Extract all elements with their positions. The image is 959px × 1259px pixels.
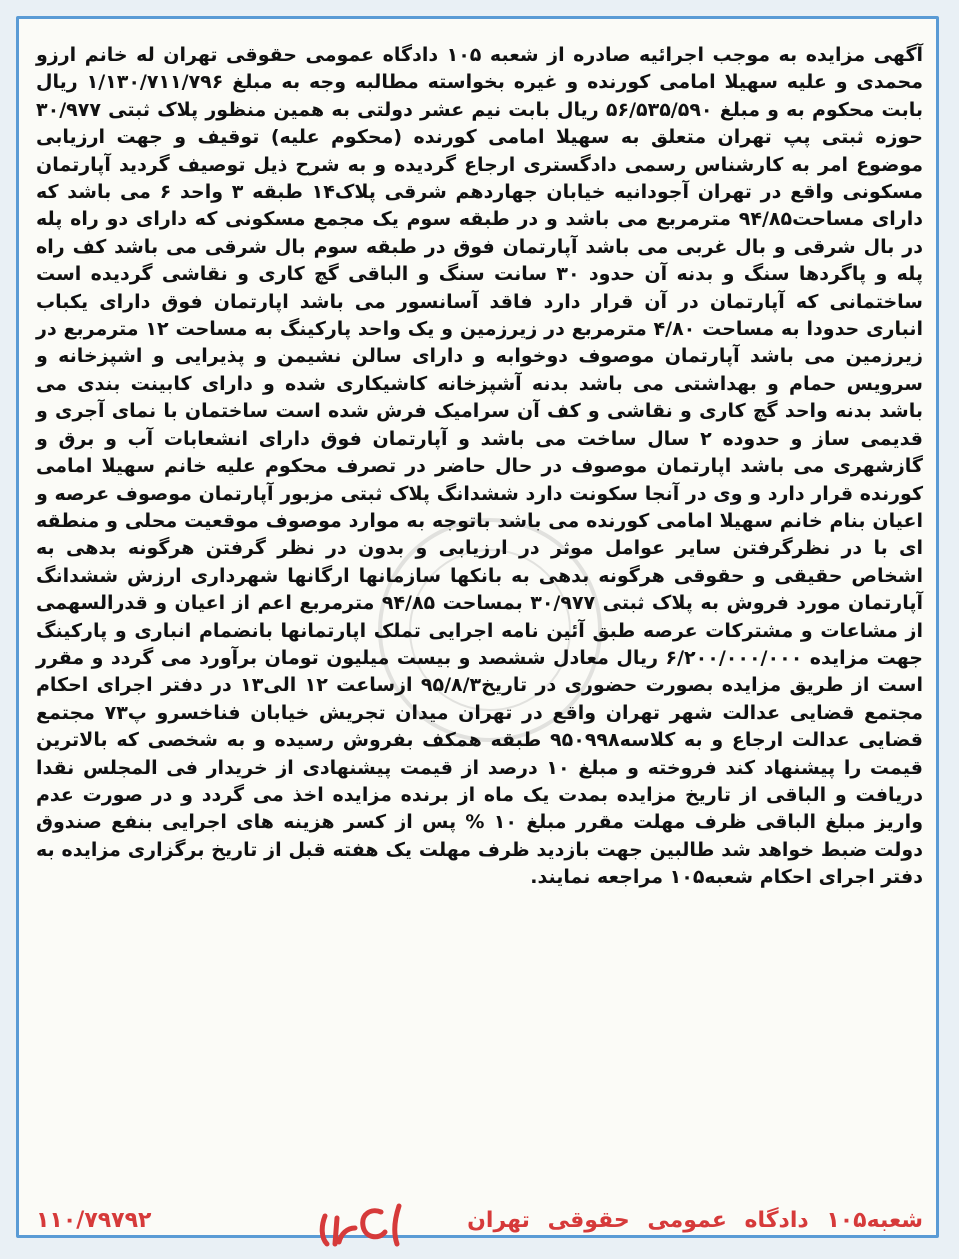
notice-text (36, 42, 923, 1200)
signature-icon (311, 1198, 411, 1252)
court-name: شعبه۱۰۵ دادگاه عمومی حقوقی تهران (467, 1208, 923, 1233)
notice-code: ۱۱۰/۷۹۷۹۲ (36, 1208, 152, 1233)
notice-paragraph: آگهی مزایده به موجب اجرائیه صادره از شعبه ۱۰۵ دادگاه عمومی حقوقی تهران له خانم ارزو محمدی و علیه سهیلا امامی کورنده و غیره بخواسته مطالبه وجه به مبلغ ۱/۱۳۰/۷۱۱/۷۹۶ ریال بابت محکوم به و مبلغ ۵۶/۵۳۵/۵۹۰ ریال بابت نیم عشر دولتی به همین منظور پلاک ثبتی ۳۰/۹۷۷ حوزه ثبتی پپ تهران متعلق به سهیلا امامی کورنده (محکوم علیه) توقیف و جهت ارزیابی موضوع امر به کارشناس رسمی دادگستری ارجاع گردیده و به شرح ذیل توصیف گردید آپارتمان مسکونی واقع در تهران آجودانیه خیابان جهاردهم شرقی پلاک۱۴ طبقه ۳ واحد ۶ می باشد که دارای مساحت۹۴/۸۵ مترمربع می باشد و در طبقه سوم یک مجمع مسکونی که دارای دو راه پله در بال شرقی و بال غربی می باشد آپارتمان فوق در طبقه سوم بال شرقی می باشد کف راه پله و پاگردها سنگ و بدنه آن حدود ۳۰ سانت سنگ و الباقی گچ کاری و نقاشی گردیده است ساختمانی که آپارتمان در آن قرار دارد فاقد آسانسور می باشد اپارتمان فوق دارای یکباب انباری حدودا به مساحت ۴/۸۰ مترمربع در زیرزمین و یک واحد پارکینگ به مساحت ۱۲ مترمربع در زیرزمین می باشد آپارتمان موصوف دوخوابه و دارای سالن نشیمن و پذیرایی و اشپزخانه و سرویس حمام و بهداشتی می باشد بدنه آشپزخانه کاشیکاری شده و دارای کابینت بندی می باشد بدنه واحد گچ کاری و نقاشی و کف آن سرامیک فرش شده است ساختمان با نمای آجری و قدیمی ساز و حدوده ۲ سال ساخت می باشد و آپارتمان فوق دارای انشعابات آب و برق و گازشهری می باشد اپارتمان موصوف در حال حاضر در تصرف محکوم علیه خانم سهیلا امامی کورنده قرار دارد و وی در آنجا سکونت دارد ششدانگ پلاک ثبتی مزبور آپارتمان موصوف عرصه و اعیان بنام خانم سهیلا امامی کورنده می باشد باتوجه به موارد موصوف موقعیت محلی و منطقه ای با در نظرگرفتن سایر عوامل موثر در ارزیابی و بدون در نظر گرفتن هرگونه بدهی به اشخاص حقیقی و حقوقی هرگونه بدهی به بانکها سازمانها ارگانها شهرداری ارزش ششدانگ آپارتمان مورد فروش به پلاک ثبتی ۳۰/۹۷۷ بمساحت ۹۴/۸۵ مترمربع اعم از اعیان و قدرالسهمی از مشاعات و مشترکات عرصه طبق آئین نامه اجرایی تملک اپارتمانها بانضمام انباری و پارکینگ جهت مزایده ۶/۲۰۰/۰۰۰/۰۰۰ ریال معادل ششصد و بیست میلیون تومان برآورد می گردد و مقرر است از طریق مزایده بصورت حضوری در تاریخ۹۵/۸/۳ ازساعت ۱۲ الی۱۳ در دفتر اجرای احکام مجتمع قضایی عدالت شهر تهران واقع در تهران میدان تجریش خیابان فناخسرو پ۷۳ مجتمع قضایی عدالت ارجاع و به کلاسه۹۵۰۹۹۸ طبقه همکف بفروش رسیده و به شخصی که بالاترین قیمت را پیشنهاد کند فروخته و مبلغ ۱۰ درصد از قیمت پیشنهادی از خریدار فی المجلس نقدا دریافت و الباقی از تاریخ مزایده بمدت یک ماه از برنده مزایده اخذ می گردد و در صورت عدم واریز مبلغ الباقی ظرف مهلت مقرر مبلغ ۱۰ % پس از کسر هزینه های اجرایی بنفع صندوق دولت ضبط خواهد شد طالبین جهت بازدید ظرف مهلت یک هفته قبل از تاریخ برگزاری مزایده به دفتر اجرای احکام شعبه۱۰۵ مراجعه نمایند. (36, 44, 924, 889)
notice-footer (36, 1204, 923, 1252)
